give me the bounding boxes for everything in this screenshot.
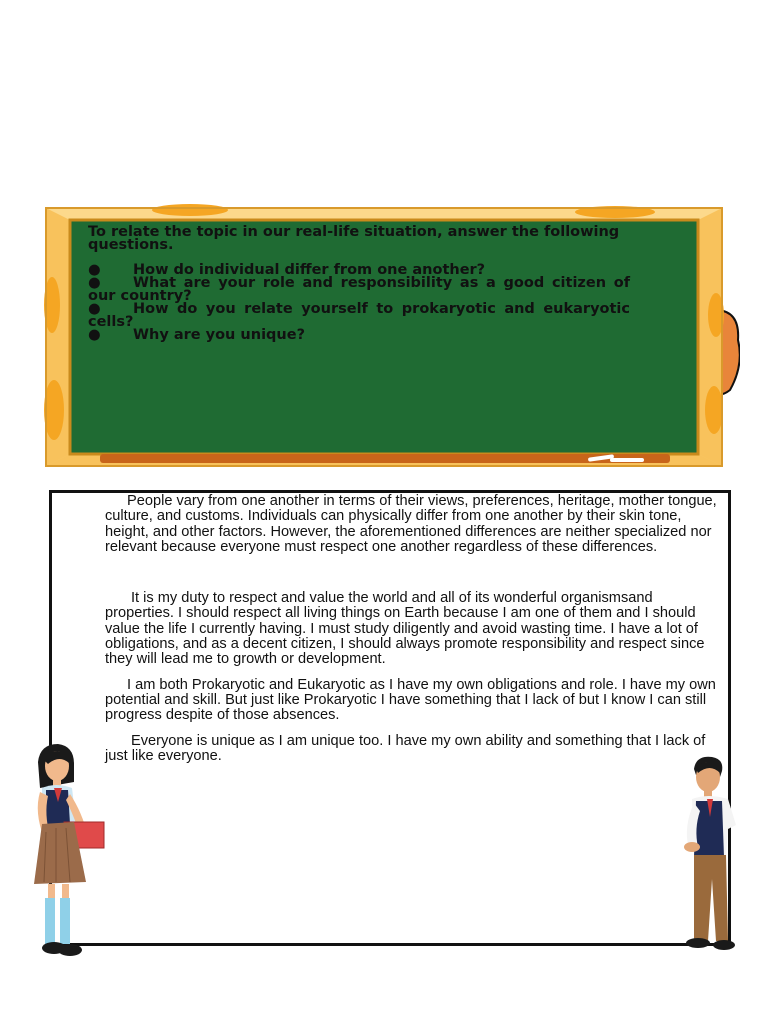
board-text [88,226,630,342]
question-item [88,277,630,303]
answer-text [105,494,719,764]
bullet: ● [88,275,101,291]
boy-student-illustration [680,755,742,953]
answer-paragraph-2: It is my duty to respect and value the world and all of its wonderful organismsand properties. I should respect all living things on Earth because I am one of them and I should value the life I currently having. I must study diligently and avoid wasting time. I have a lot of obligations, and as a decent citizen, I should always promote responsibility and respect since they will lead me to growth or development. [105,590,705,668]
question-list [88,264,630,342]
question-text: Why are you unique? [133,327,305,343]
bullet: ● [88,262,101,278]
question-item [88,329,630,342]
girl-student-illustration [30,742,110,960]
answer-paragraph-4: Everyone is unique as I am unique too. I have my own ability and something that I lack of just like everyone. [105,732,706,764]
answer-paragraph-1: People vary from one another in terms of their views, preferences, heritage, mother tongue, culture, and customs. Individuals can physically differ from one another by their skin tone, height, and other factors. However, the aforementioned differences are neither specialized nor relevant because everyone must respect one another regardless of these differences. [105,493,717,555]
answer-paragraph-3: I am both Prokaryotic and Eukaryotic as I have my own obligations and role. I have my own potential and skill. But just like Prokaryotic I have something that I lack of but I know I can still progress despite of those absences. [105,676,716,724]
bullet: ● [88,301,101,317]
question-text: How do individual differ from one another? [133,262,486,278]
bullet: ● [88,327,101,343]
question-item [88,303,630,329]
board-intro: To relate the topic in our real-life situation, answer the following questions. [88,224,620,253]
question-text: How do you relate yourself to prokaryotic and eukaryotic cells? [88,301,630,330]
question-text: What are your role and responsibility as a good citizen of our country? [88,275,630,304]
